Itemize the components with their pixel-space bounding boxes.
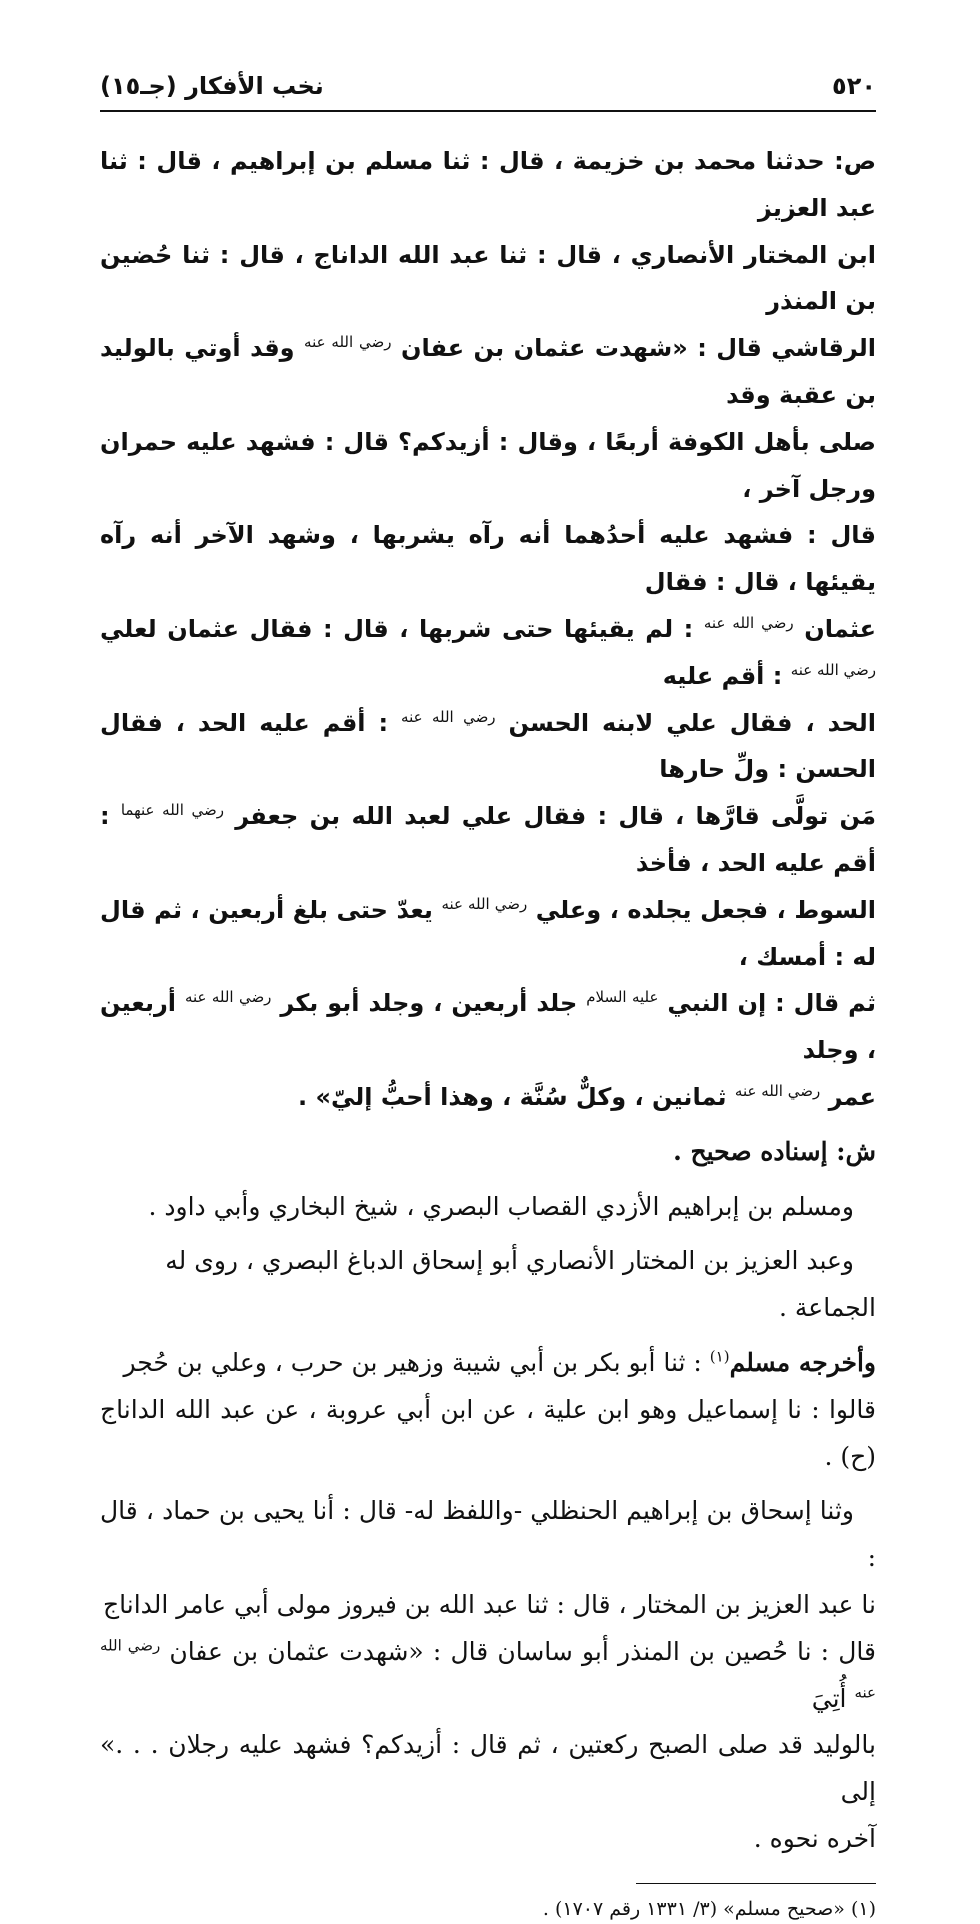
page-header xyxy=(100,72,876,112)
text-line: ومسلم بن إبراهيم الأزدي القصاب البصري ، شيخ البخاري وأبي داود . xyxy=(148,1191,854,1221)
footnote-ref: (١) xyxy=(709,1347,730,1366)
text-line: قالوا : نا إسماعيل وهو ابن علية ، عن ابن أبي عروبة ، عن عبد الله الداناج (ح) . xyxy=(100,1394,876,1471)
text-line: نا عبد العزيز بن المختار ، قال : ثنا عبد الله بن فيروز مولى أبي عامر الداناج xyxy=(102,1589,876,1619)
running-title: نخب الأفكار (جـ١٥) xyxy=(100,72,324,100)
footnote-divider xyxy=(636,1883,876,1884)
text-line: مَن تولَّى قارَّها ، قال : فقال علي لعبد الله بن جعفر $^{رضي الله عنهما}$ : أقم عليه الحد ، فأخذ xyxy=(100,801,877,877)
text-line: وثنا إسحاق بن إبراهيم الحنظلي -واللفظ له- قال : أنا يحيى بن حماد ، قال : xyxy=(100,1496,876,1573)
honorific-ra: رضي الله عنه xyxy=(441,894,528,913)
commentary-label: ش: إسناده صحيح . xyxy=(673,1136,876,1166)
honorific-ra: رضي الله عنه xyxy=(401,707,496,726)
text-line: الرقاشي قال : «شهدت عثمان بن عفان $^{رضي الله عنه}$ وقد أوتي بالوليد بن عقبة وقد xyxy=(100,333,877,409)
text-line: بالوليد قد صلى الصبح ركعتين ، ثم قال : أزيدكم؟ فشهد عليه رجلان . . .» إلى xyxy=(100,1730,876,1807)
honorific-ra: رضي الله عنه xyxy=(703,613,794,632)
hadith-text xyxy=(100,138,876,1121)
text-line: قال : نا حُصين بن المنذر أبو ساسان قال : «شهدت عثمان بن عفان $^{رضي الله عنه}$ أُتِيَ xyxy=(100,1636,877,1713)
text-line: السوط ، فجعل يجلده ، وعلي $^{رضي الله عنه}$ يعدّ حتى بلغ أربعين ، ثم قال له : أمسك ، xyxy=(100,894,876,971)
text-line: ثم قال : إن النبي $^{عليه السلام}$ جلد أربعين ، وجلد أبو بكر $^{رضي الله عنه}$ أربعين ، وجلد xyxy=(100,988,877,1065)
honorific-ra: رضي الله عنه xyxy=(790,660,876,679)
honorific-ra: رضي الله عنهما xyxy=(120,801,225,820)
text-line: ابن المختار الأنصاري ، قال : ثنا عبد الله الداناج ، قال : ثنا حُضين بن المنذر xyxy=(100,240,876,316)
text-line: عثمان $^{رضي الله عنه}$ : لم يقيئها حتى شربها ، قال : فقال عثمان لعلي $^{رضي الله عنه}$ : أقم عليه xyxy=(100,613,877,690)
honorific-ra: رضي الله عنه xyxy=(184,988,272,1007)
commentary xyxy=(100,1129,876,1863)
text-line: وأخرجه مسلم$^{(١)}$ : ثنا أبو بكر بن أبي شيبة وزهير بن حرب ، وعلي بن حُجر xyxy=(123,1347,876,1377)
book-page xyxy=(100,72,877,1920)
page-number: ٥٢٠ xyxy=(832,72,876,100)
text-line: عمر $^{رضي الله عنه}$ ثمانين ، وكلٌّ سُنَّة ، وهذا أحبُّ إليّ» . xyxy=(297,1081,876,1111)
honorific-pbuh: عليه السلام xyxy=(586,988,659,1007)
text-line: الجماعة . xyxy=(779,1293,876,1323)
text-line: صلى بأهل الكوفة أربعًا ، وقال : أزيدكم؟ قال : فشهد عليه حمران ورجل آخر ، xyxy=(100,427,876,503)
text-line: آخره نحوه . xyxy=(753,1823,876,1853)
honorific-ra: رضي الله عنه xyxy=(734,1081,821,1100)
honorific-ra: رضي الله عنه xyxy=(304,333,392,352)
text-line: قال : فشهد عليه أحدُهما أنه رآه يشربها ، وشهد الآخر أنه رآه يقيئها ، قال : فقال xyxy=(100,521,876,597)
text-line: ص: حدثنا محمد بن خزيمة ، قال : ثنا مسلم بن إبراهيم ، قال : ثنا عبد العزيز xyxy=(100,147,876,222)
text-line: وعبد العزيز بن المختار الأنصاري أبو إسحاق الدباغ البصري ، روى له xyxy=(165,1246,854,1276)
page-body xyxy=(100,138,876,1924)
footnote: (١) «صحيح مسلم» (٣/ ١٣٣١ رقم ١٧٠٧) . xyxy=(542,1897,876,1920)
honorific-ra: رضي الله عنه xyxy=(100,1636,876,1702)
text-line: الحد ، فقال علي لابنه الحسن $^{رضي الله عنه}$ : أقم عليه الحد ، فقال الحسن : ولِّ حارها xyxy=(100,707,876,784)
